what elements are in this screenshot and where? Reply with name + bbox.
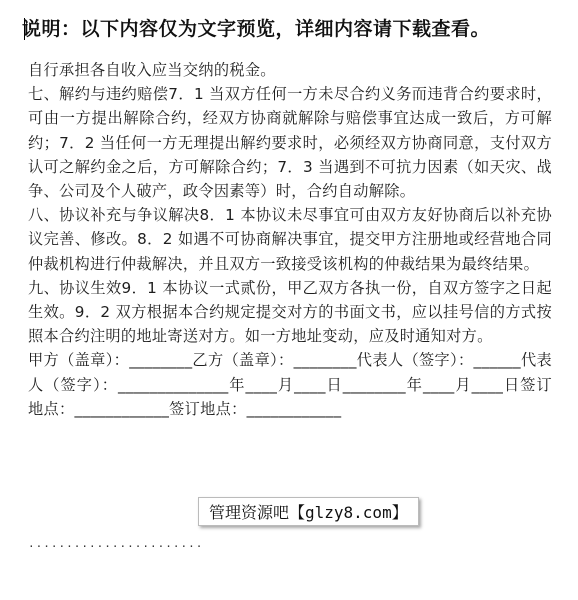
paragraph-dispute: 八、协议补充与争议解决8．1 本协议未尽事宜可由双方友好协商后以补充协议完善、修改。8．2 如遇不可协商解决事宜，提交甲方注册地或经营地合同仲裁机构进行仲裁解决，并且双方一致接受该机构的仲裁结果为最终结果。 [28, 206, 552, 273]
paragraph-termination: 七、解约与违约赔偿7．1 当双方任何一方未尽合约义务而违背合约要求时，可由一方提出解除合约，经双方协商就解除与赔偿事宜达成一致后，方可解约；7．2 当任何一方无理提出解约要求时，必须经双方协商同意，支付双方认可之解约金之后，方可解除合约；7．3 当遇到不可抗力因素（如天灾、战争、公司及个人破产，政令因素等）时，合约自动解除。 [28, 85, 552, 201]
preview-notice: 说明：以下内容仅为文字预览，详细内容请下载查看。 [22, 18, 491, 40]
paragraph-signature: 甲方（盖章）：________乙方（盖章）：________代表人（签字）：______代表人（签字）：______________年____月____日________年____月____日签订地点：____________签订地点：____________ [28, 351, 552, 418]
ellipsis-dots: ······················· [28, 540, 204, 553]
document-body [28, 58, 552, 421]
paragraph-tax: 自行承担各自收入应当交纳的税金。 [28, 61, 276, 79]
paragraph-effect: 九、协议生效9．1 本协议一式贰份，甲乙双方各执一份，自双方签字之日起生效。9．2 双方根据本合约规定提交对方的书面文书，应以挂号信的方式按照本合约注明的地址寄送对方。如一方地址变动，应及时通知对方。 [28, 278, 552, 346]
watermark-badge: 管理资源吧【glzy8.com】 [198, 497, 419, 526]
